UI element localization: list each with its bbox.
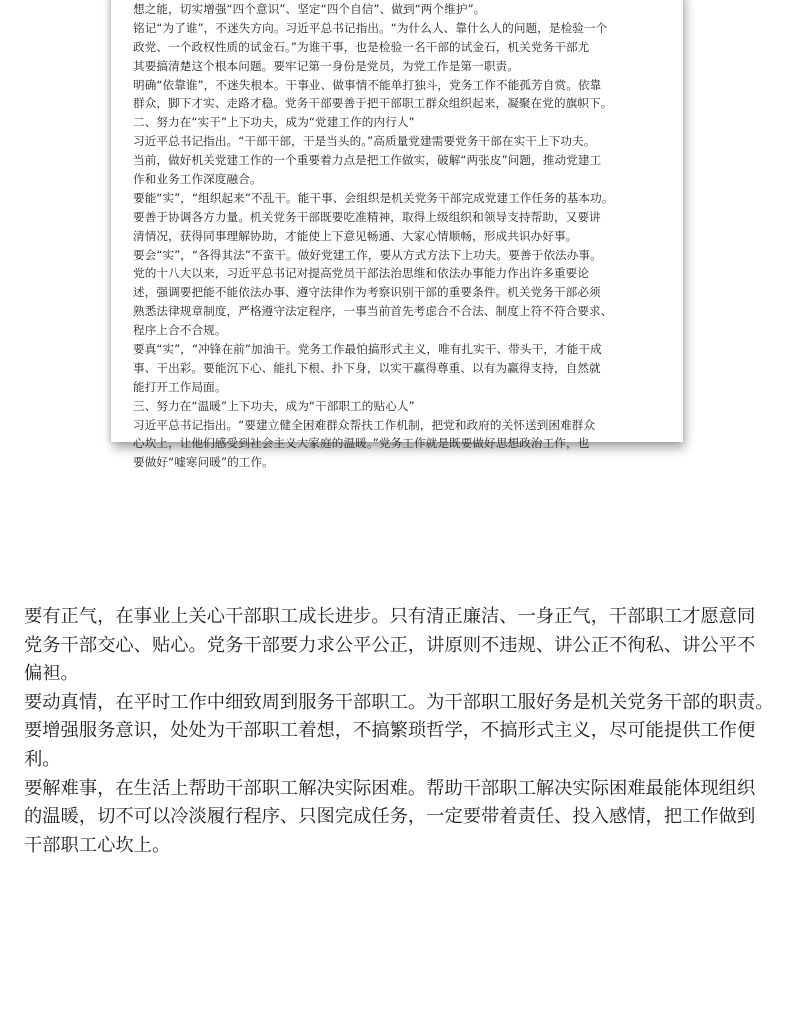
page-text-line: 熟悉法律规章制度，严格遵守法定程序，一事当前首先考虑合不合法、制度上符不符合要求、: [133, 304, 613, 319]
page-text-line: 党的十八大以来，习近平总书记对提高党员干部法治思维和依法办事能力作出许多重要论: [133, 266, 590, 281]
page-text-line: 明确“依靠谁”，不迷失根本。干事业、做事情不能单打独斗，党务工作不能孤芳自赏。依靠: [133, 77, 602, 92]
body-text-line: 要增强服务意识，处处为干部职工着想，不搞繁琐哲学，不搞形式主义，尽可能提供工作便: [24, 720, 756, 742]
section-heading-3: 三、努力在“温暖”上下功夫，成为“干部职工的贴心人”: [133, 398, 415, 413]
page-text-line: 能打开工作局面。: [133, 379, 227, 394]
section-heading-2: 二、努力在“实干”上下功夫，成为“党建工作的内行人”: [133, 115, 415, 130]
body-text-line: 偏袒。: [24, 663, 79, 685]
body-text-line: 要解难事，在生活上帮助干部职工解决实际困难。帮助干部职工解决实际困难最能体现组织: [24, 777, 756, 799]
page-text-line: 事、干出彩。要能沉下心、能扎下根、扑下身，以实干赢得尊重、以有为赢得支持，自然就: [133, 360, 601, 375]
page-text-line: 习近平总书记指出。“要建立健全困难群众帮扶工作机制，把党和政府的关怀送到困难群众: [133, 417, 596, 432]
page-text-line: 要做好“嘘寒问暖”的工作。: [133, 455, 274, 470]
body-text-line: 利。: [24, 748, 61, 770]
body-text-block: [24, 603, 784, 860]
body-text-line: 要有正气，在事业上关心干部职工成长进步。只有清正廉洁、一身正气，干部职工才愿意同: [24, 606, 756, 627]
page-text-line: 程序上合不合规。: [133, 323, 227, 338]
page-text-line: 想之能，切实增强“四个意识”、坚定“四个自信”、做到“两个维护”。: [133, 2, 486, 16]
page-text-line: 作和业务工作深度融合。: [133, 172, 262, 187]
page-text-line: 政党、一个政权性质的试金石。”为谁干事，也是检验一名干部的试金石，机关党务干部尤: [133, 39, 590, 54]
page-text-line: 要善于协调各方力量。机关党务干部既要吃准精神，取得上级组织和领导支持帮助，又要讲: [133, 209, 601, 224]
page-text-line: 述，强调要把能不能依法办事、遵守法律作为考察识别干部的重要条件。机关党务干部必须: [133, 285, 601, 300]
page-text-line: 习近平总书记指出。“干部干部，干是当头的。”高质量党建需要党务干部在实干上下功夫。: [133, 134, 596, 149]
document-page-preview: [111, 0, 683, 470]
body-text-line: 的温暖，切不可以冷淡履行程序、只图完成任务，一定要带着责任、投入感情，把工作做到: [24, 806, 756, 828]
page-text-line: 心坎上，让他们感受到社会主义大家庭的温暖。”党务工作就是既要做好思想政治工作，也: [133, 436, 590, 451]
body-text-line: 干部职工心坎上。: [24, 834, 171, 856]
page-text-line: 要能“实”，“组织起来”不乱干。能干事、会组织是机关党务干部完成党建工作任务的基本功。: [133, 190, 614, 205]
page-text-line: 要会“实”，“各得其法”不蛮干。做好党建工作，要从方式方法下上功夫。要善于依法办事。: [133, 247, 602, 262]
page-text-line: 当前，做好机关党建工作的一个重要着力点是把工作做实，破解“两张皮”问题，推动党建工: [133, 153, 602, 168]
page-text-line: 群众，脚下才实、走路才稳。党务干部要善于把干部职工群众组织起来，凝聚在党的旗帜下。: [133, 96, 613, 111]
page-text-line: 要真“实”，“冲锋在前”加油干。党务工作最怕搞形式主义，唯有扎实干、带头干，才能干成: [133, 342, 602, 357]
body-text-line: 党务干部交心、贴心。党务干部要力求公平公正，讲原则不违规、讲公正不徇私、讲公平不: [24, 634, 756, 656]
page-text-line: 铭记“为了谁”，不迷失方向。习近平总书记指出。“为什么人、靠什么人的问题，是检验一个: [133, 20, 608, 35]
page-text-line: 其要搞清楚这个根本问题。要牢记第一身份是党员，为党工作是第一职责。: [133, 58, 519, 73]
body-text-line: 要动真情，在平时工作中细致周到服务干部职工。为干部职工服好务是机关党务干部的职责。: [24, 691, 774, 713]
page-text-line: 清情况，获得同事理解协助，才能使上下意见畅通、大家心情顺畅，形成共识办好事。: [133, 228, 578, 243]
